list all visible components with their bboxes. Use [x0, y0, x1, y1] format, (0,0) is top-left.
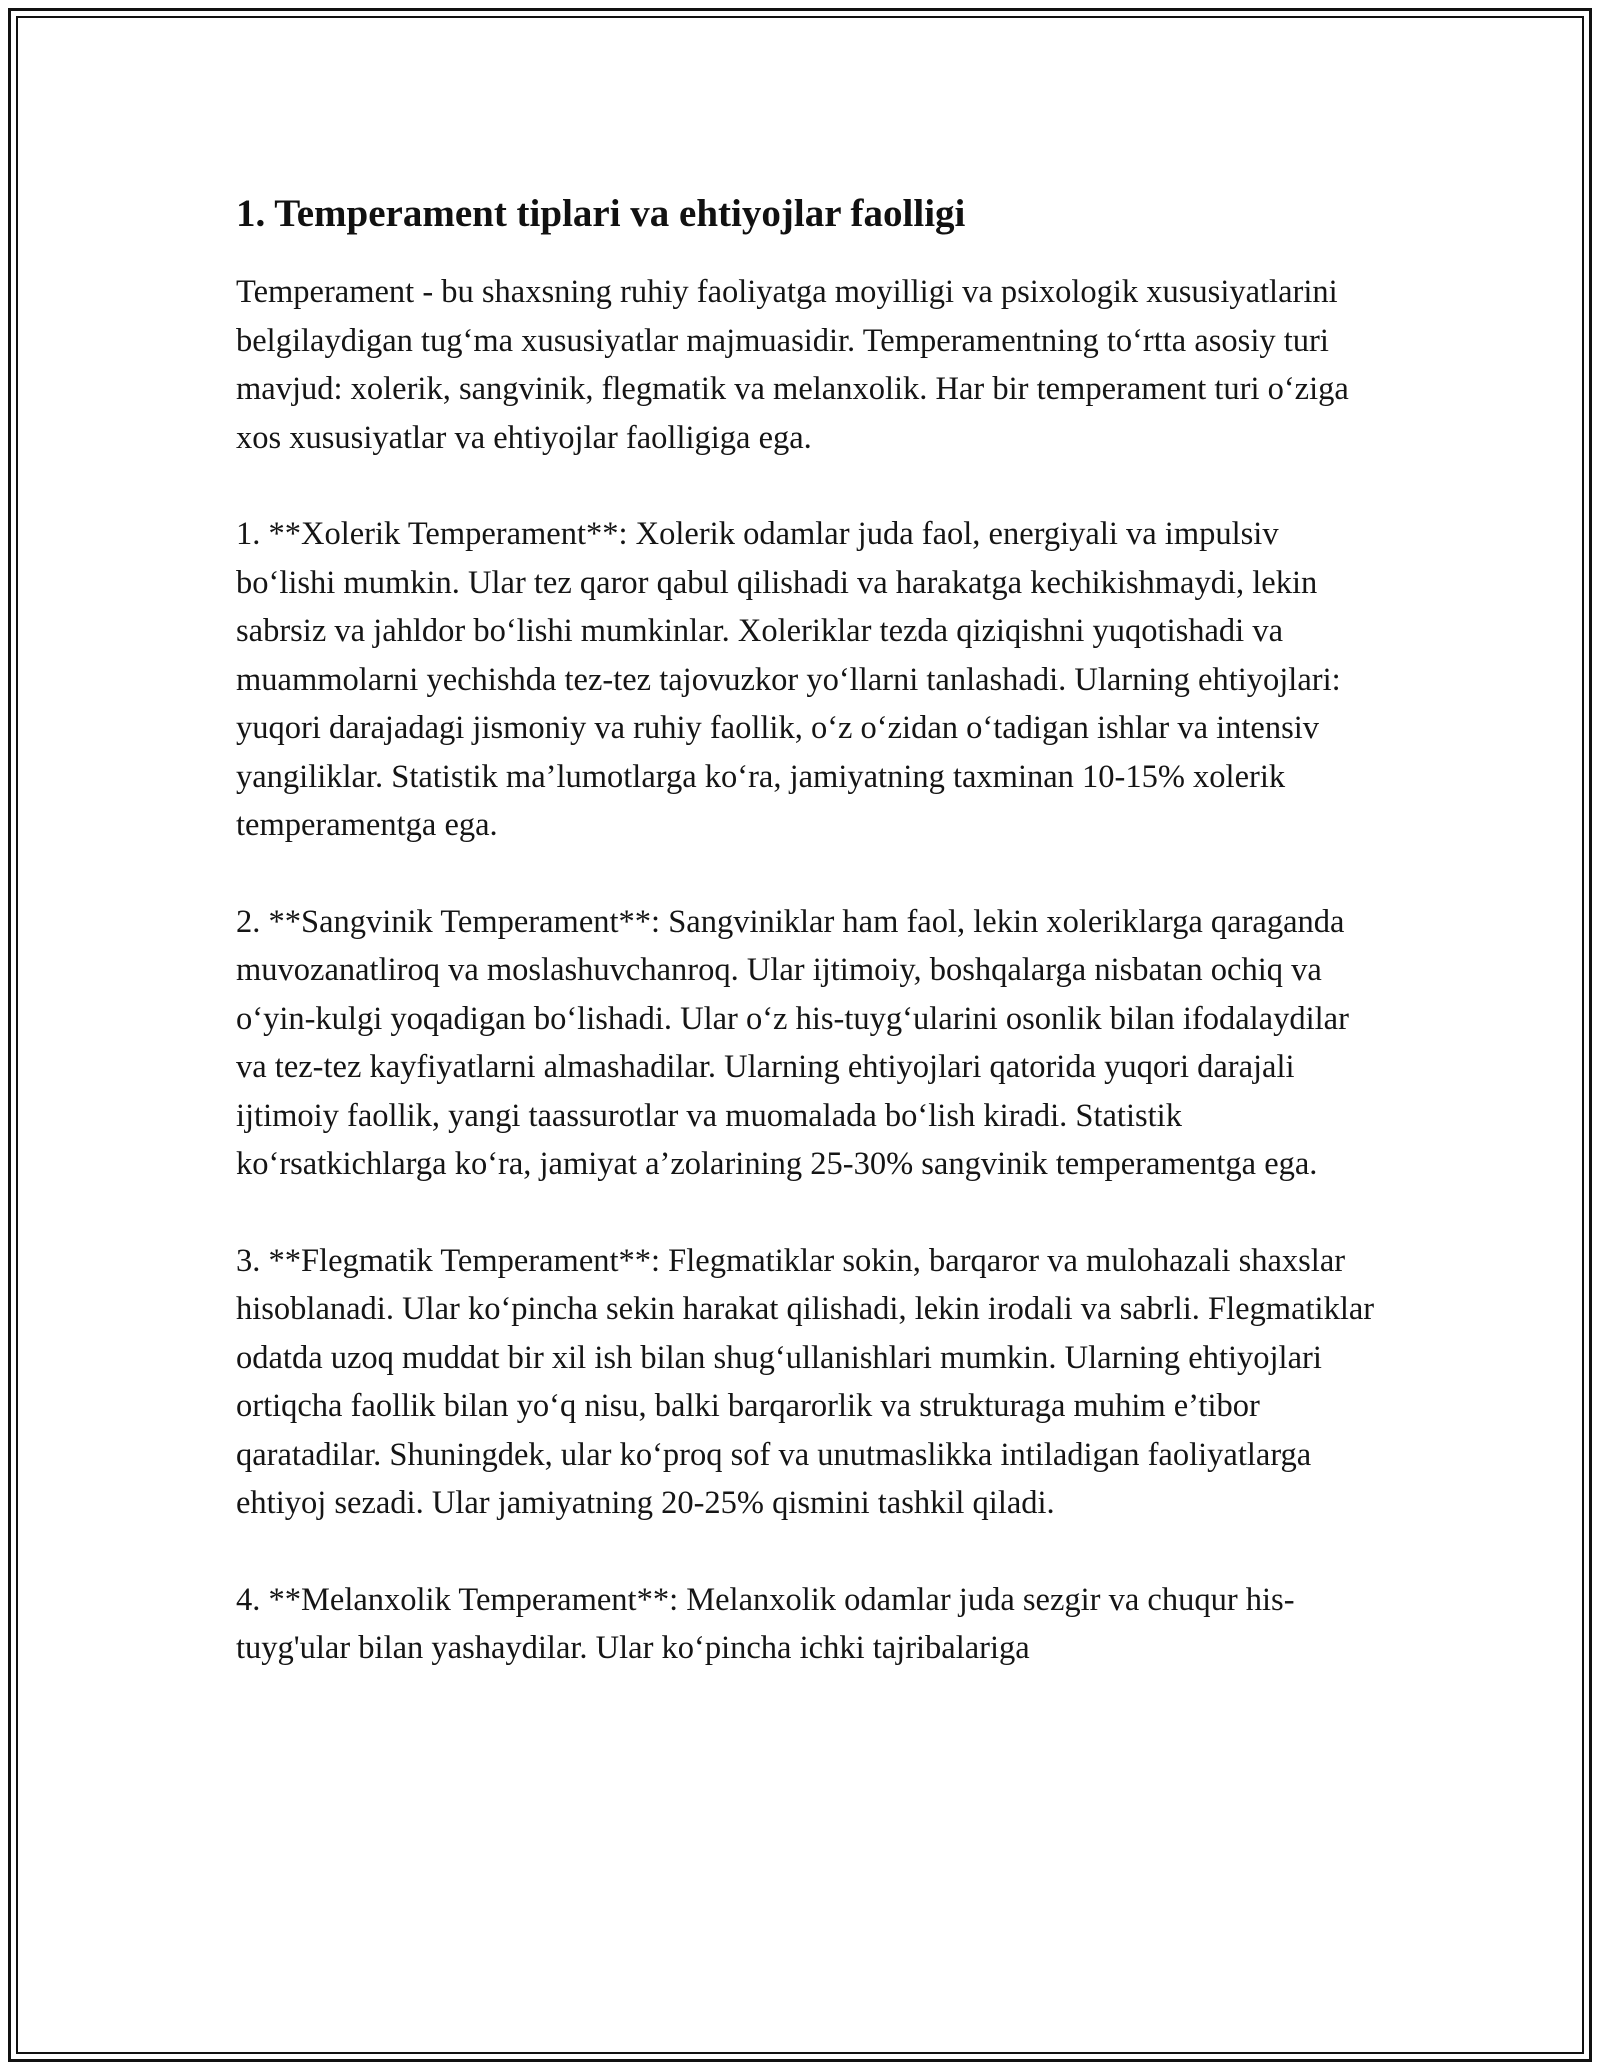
choleric-paragraph: 1. **Xolerik Temperament**: Xolerik odamlar juda faol, energiyali va impulsiv bo‘lishi mumkin. Ular tez qaror qabul qilishadi va harakatga kechikishmaydi, lekin sabrsiz va jahldor bo‘lishi mumkinlar. Xoleriklar tezda qiziqishni yuqotishadi va muammolarni yechishda tez-tez tajovuzkor yo‘llarni tanlashadi. Ularning ehtiyojlari: yuqori darajadagi jismoniy va ruhiy faollik, o‘z o‘zidan o‘tadigan ishlar va intensiv yangiliklar. Statistik ma’lumotlarga ko‘ra, jamiyatning taxminan 10-15% xolerik temperamentga ega. [236, 516, 1341, 843]
document-body [236, 188, 1376, 1673]
melancholic-paragraph: 4. **Melanxolik Temperament**: Melanxolik odamlar juda sezgir va chuqur his-tuyg'ular bilan yashaydilar. Ular ko‘pincha ichki tajribalariga [236, 1581, 1295, 1666]
document-title: 1. Temperament tiplari va ehtiyojlar faolligi [236, 192, 966, 235]
phlegmatic-paragraph: 3. **Flegmatik Temperament**: Flegmatiklar sokin, barqaror va mulohazali shaxslar hisoblanadi. Ular ko‘pincha sekin harakat qilishadi, lekin irodali va sabrli. Flegmatiklar odatda uzoq muddat bir xil ish bilan shug‘ullanishlari mumkin. Ularning ehtiyojlari ortiqcha faollik bilan yo‘q nisu, balki barqarorlik va strukturaga muhim e’tibor qaratadilar. Shuningdek, ular ko‘proq sof va unutmaslikka intiladigan faoliyatlarga ehtiyoj sezadi. Ular jamiyatning 20-25% qismini tashkil qiladi. [236, 1242, 1375, 1521]
intro-paragraph: Temperament - bu shaxsning ruhiy faoliyatga moyilligi va psixologik xususiyatlarini belgilaydigan tug‘ma xususiyatlar majmuasidir. Temperamentning to‘rtta asosiy turi mavjud: xolerik, sangvinik, flegmatik va melanxolik. Har bir temperament turi o‘ziga xos xususiyatlar va ehtiyojlar faolligiga ega. [236, 274, 1349, 456]
sanguine-paragraph: 2. **Sangvinik Temperament**: Sangviniklar ham faol, lekin xoleriklarga qaraganda muvozanatliroq va moslashuvchanroq. Ular ijtimoiy, boshqalarga nisbatan ochiq va o‘yin-kulgi yoqadigan bo‘lishadi. Ular o‘z his-tuyg‘ularini osonlik bilan ifodalaydilar va tez-tez kayfiyatlarni almashadilar. Ularning ehtiyojlari qatorida yuqori darajali ijtimoiy faollik, yangi taassurotlar va muomalada bo‘lish kiradi. Statistik ko‘rsatkichlarga ko‘ra, jamiyat a’zolarining 25-30% sangvinik temperamentga ega. [236, 903, 1349, 1182]
